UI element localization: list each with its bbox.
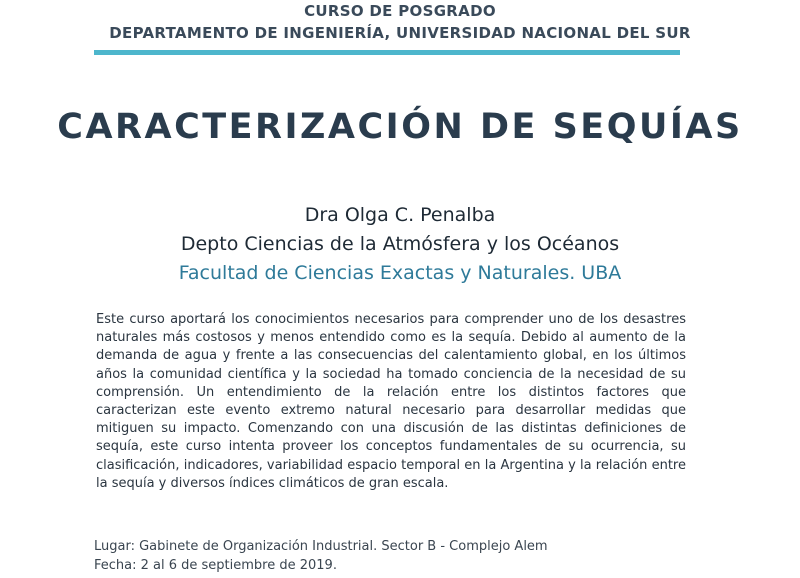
course-date: Fecha: 2 al 6 de septiembre de 2019. (94, 558, 337, 573)
course-type-heading: CURSO DE POSGRADO (304, 2, 496, 20)
page-title: CARACTERIZACIÓN DE SEQUÍAS (57, 107, 743, 147)
course-description: Este curso aportará los conocimientos necesarios para comprender uno de los desastres naturales más costosos y menos entendido como es la sequía. Debido al aumento de la demanda de agua y frente a las consecuencias del calentamiento global, en los últimos años la comunidad científica y la sociedad ha tomado conciencia de la necesidad de su comprensión. Un entendimiento de la relación entre los distintos factores que caracterizan este evento extremo natural necesario para desarrollar medidas que mitiguen su impacto. Comenzando con una discusión de las distintas definiciones de sequía, este curso intenta proveer los conceptos fundamentales de su ocurrencia, su clasificación, indicadores, variabilidad espacio temporal en la Argentina y la relación entre la sequía y diversos índices climáticos de gran escala. (96, 312, 686, 491)
course-location: Lugar: Gabinete de Organización Industrial. Sector B - Complejo Alem (94, 539, 548, 554)
accent-divider (94, 50, 680, 55)
author-department: Depto Ciencias de la Atmósfera y los Océanos (180, 233, 620, 255)
author-name: Dra Olga C. Penalba (304, 204, 496, 226)
faculty-name: Facultad de Ciencias Exactas y Naturales. UBA (178, 262, 622, 284)
department-heading: DEPARTAMENTO DE INGENIERÍA, UNIVERSIDAD NACIONAL DEL SUR (109, 24, 691, 42)
